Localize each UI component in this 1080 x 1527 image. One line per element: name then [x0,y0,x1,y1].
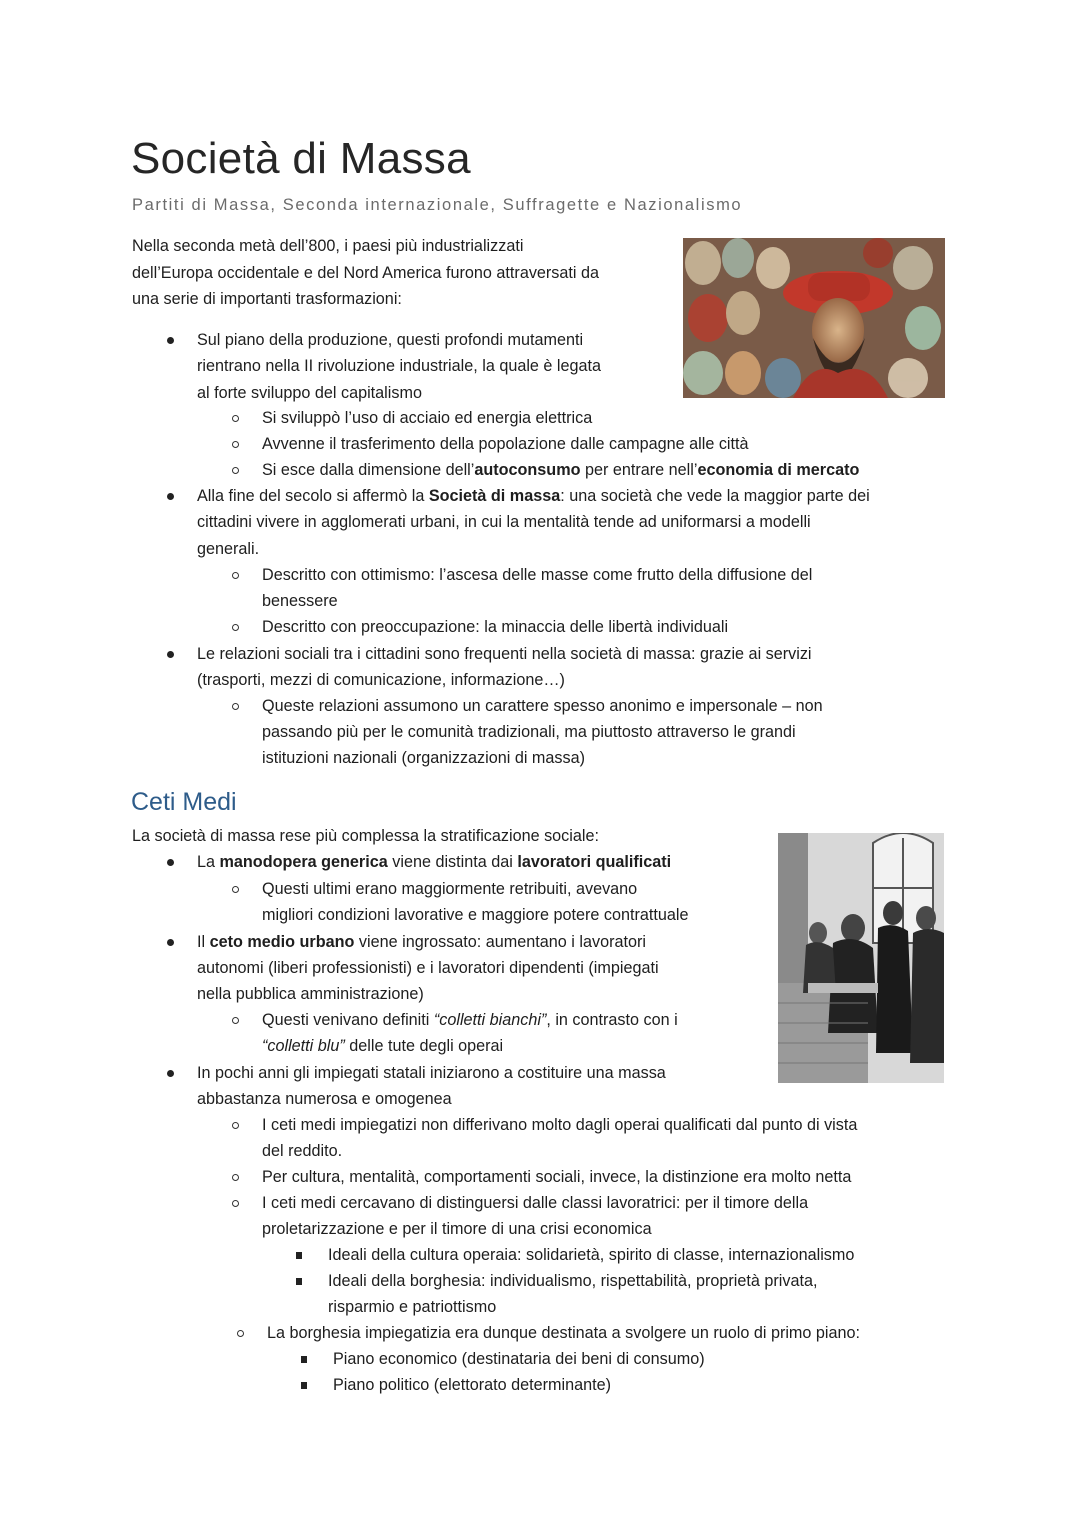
sub-item-text: Si esce dalla dimensione dell’autoconsumo per entrare nell’economia di mercato [262,461,860,479]
sub-item-text: I ceti medi cercavano di distinguersi dalle classi lavoratrici: per il timore della [262,1194,809,1212]
bullet-circle [232,441,239,448]
bullet-circle [232,1122,239,1129]
page-title: Società di Massa [131,134,471,183]
sub-item-text: Descritto con ottimismo: l’ascesa delle masse come frutto della diffusione del [262,566,813,584]
bullet-circle [232,886,239,893]
sub-item-text: del reddito. [262,1142,343,1160]
list-item-text: Sul piano della produzione, questi profondi mutamenti [197,331,584,349]
sub-item-text: La borghesia impiegatizia era dunque destinata a svolgere un ruolo di primo piano: [267,1324,861,1342]
sub-item-text: Queste relazioni assumono un carattere spesso anonimo e impersonale – non [262,697,823,715]
bullet-dot [167,859,174,866]
painting-image [683,238,945,398]
intro-line-1: Nella seconda metà dell’800, i paesi più industrializzati [132,237,524,255]
sub-item-text: Descritto con preoccupazione: la minaccia delle libertà individuali [262,618,729,636]
sub-item-text: Questi ultimi erano maggiormente retribuiti, avevano [262,880,638,898]
bullet-dot [167,493,174,500]
list-item-text: In pochi anni gli impiegati statali iniziarono a costituire una massa [197,1064,666,1082]
sub-sub-item-text: risparmio e patriottismo [328,1298,497,1316]
list-item-text: Il ceto medio urbano viene ingrossato: aumentano i lavoratori [197,933,646,951]
bullet-dot [167,939,174,946]
sub-item-text: Questi venivano definiti “colletti bianchi”, in contrasto con i [262,1011,678,1029]
bullet-square [301,1382,307,1389]
bullet-dot [167,651,174,658]
list-item-text: nella pubblica amministrazione) [197,985,424,1003]
bullet-circle [232,572,239,579]
list-item-text: autonomi (liberi professionisti) e i lavoratori dipendenti (impiegati [197,959,659,977]
sub-item-text: Si sviluppò l’uso di acciaio ed energia elettrica [262,409,593,427]
bullet-circle [237,1330,244,1337]
list-item-text: generali. [197,540,260,558]
bullet-circle [232,467,239,474]
bullet-circle [232,1017,239,1024]
bullet-dot [167,1070,174,1077]
sub-item-text: “colletti blu” delle tute degli operai [262,1037,504,1055]
list-item-text: cittadini vivere in agglomerati urbani, in cui la mentalità tende ad uniformarsi a modelli [197,513,811,531]
sub-item-text: proletarizzazione e per il timore di una crisi economica [262,1220,652,1238]
list-item-text: La manodopera generica viene distinta dai lavoratori qualificati [197,853,672,871]
bullet-square [296,1278,302,1285]
bullet-circle [232,703,239,710]
sub-item-text: migliori condizioni lavorative e maggiore potere contrattuale [262,906,689,924]
sub-item-text: I ceti medi impiegatizi non differivano molto dagli operai qualificati dal punto di vista [262,1116,858,1134]
list-item-text: Alla fine del secolo si affermò la Società di massa: una società che vede la maggior parte dei [197,487,870,505]
intro-line-2: dell’Europa occidentale e del Nord America furono attraversati da [132,264,600,282]
sub-sub-item-text: Ideali della borghesia: individualismo, rispettabilità, proprietà privata, [328,1272,818,1290]
bullet-circle [232,1200,239,1207]
list-item-text: al forte sviluppo del capitalismo [197,384,422,402]
list-item-text: rientrano nella II rivoluzione industriale, la quale è legata [197,357,602,375]
bullet-circle [232,415,239,422]
list-item-text: (trasporti, mezzi di comunicazione, informazione…) [197,671,565,689]
list-item-text: Le relazioni sociali tra i cittadini sono frequenti nella società di massa: grazie ai servizi [197,645,812,663]
sub-sub-item-text: Piano economico (destinataria dei beni di consumo) [333,1350,705,1368]
bullet-square [296,1252,302,1259]
sub-item-text: istituzioni nazionali (organizzazioni di massa) [262,749,585,767]
sub-item-text: passando più per le comunità tradizionali, ma piuttosto attraverso le grandi [262,723,796,741]
sub-item-text: benessere [262,592,338,610]
bullet-circle [232,1174,239,1181]
bullet-circle [232,624,239,631]
bullet-dot [167,337,174,344]
intro-line-3: una serie di importanti trasformazioni: [132,290,402,308]
engraving-image [778,833,944,1083]
list-item-text: abbastanza numerosa e omogenea [197,1090,452,1108]
section-intro: La società di massa rese più complessa la stratificazione sociale: [132,827,599,845]
sub-item-text: Per cultura, mentalità, comportamenti sociali, invece, la distinzione era molto netta [262,1168,852,1186]
sub-item-text: Avvenne il trasferimento della popolazione dalle campagne alle città [262,435,749,453]
bullet-square [301,1356,307,1363]
sub-sub-item-text: Piano politico (elettorato determinante) [333,1376,612,1394]
page-subtitle: Partiti di Massa, Seconda internazionale, Suffragette e Nazionalismo [132,196,743,214]
sub-sub-item-text: Ideali della cultura operaia: solidarietà, spirito di classe, internazionalismo [328,1246,855,1264]
section-heading: Ceti Medi [131,788,237,816]
